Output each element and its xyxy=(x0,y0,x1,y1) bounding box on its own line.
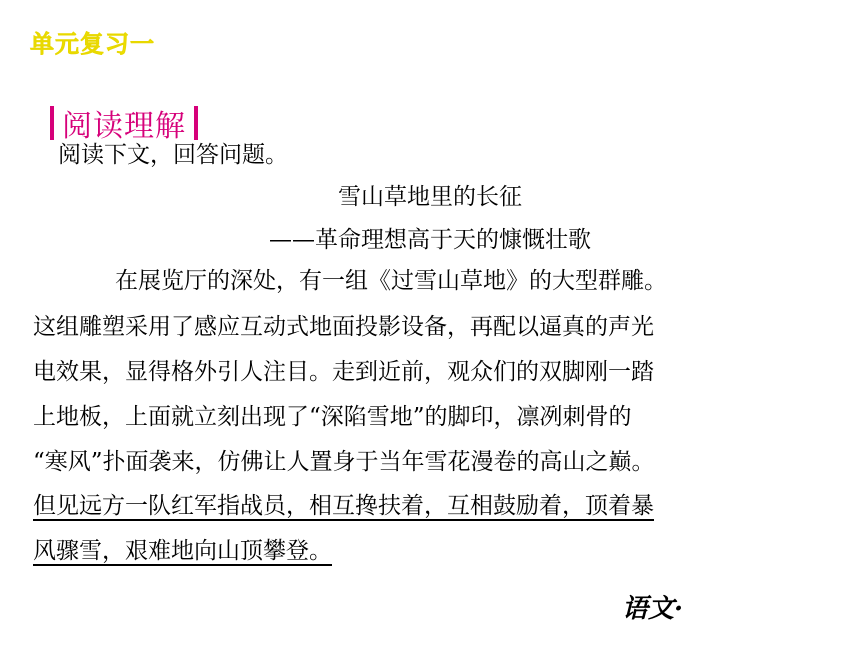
unit-title: 单元复习一 xyxy=(30,30,155,58)
article-title: 雪山草地里的长征 xyxy=(338,184,522,210)
article-line: 上地板，上面就立刻出现了“深陷雪地”的脚印，凛冽刺骨的 xyxy=(33,404,632,430)
reading-instruction: 阅读下文，回答问题。 xyxy=(58,142,288,168)
section-bar-right xyxy=(194,106,198,140)
article-line: “寒风”扑面袭来，仿佛让人置身于当年雪花漫卷的高山之巅。 xyxy=(33,449,655,475)
footer-subject: 语文· xyxy=(622,594,684,624)
article-line: 这组雕塑采用了感应互动式地面投影设备，再配以逼真的声光 xyxy=(33,314,654,340)
article-subtitle: ——革命理想高于天的慷慨壮歌 xyxy=(269,227,591,253)
section-label: 阅读理解 xyxy=(62,109,186,144)
section-bar-left xyxy=(50,106,54,140)
article-line-underlined: 风骤雪，艰难地向山顶攀登。 xyxy=(33,538,332,564)
article-line-underlined: 但见远方一队红军指战员，相互搀扶着，互相鼓励着，顶着暴 xyxy=(33,493,654,519)
article-line: 在展览厅的深处，有一组《过雪山草地》的大型群雕。 xyxy=(115,268,667,294)
article-line: 电效果，显得格外引人注目。走到近前，观众们的双脚刚一踏 xyxy=(33,359,654,385)
section-header xyxy=(50,104,198,142)
